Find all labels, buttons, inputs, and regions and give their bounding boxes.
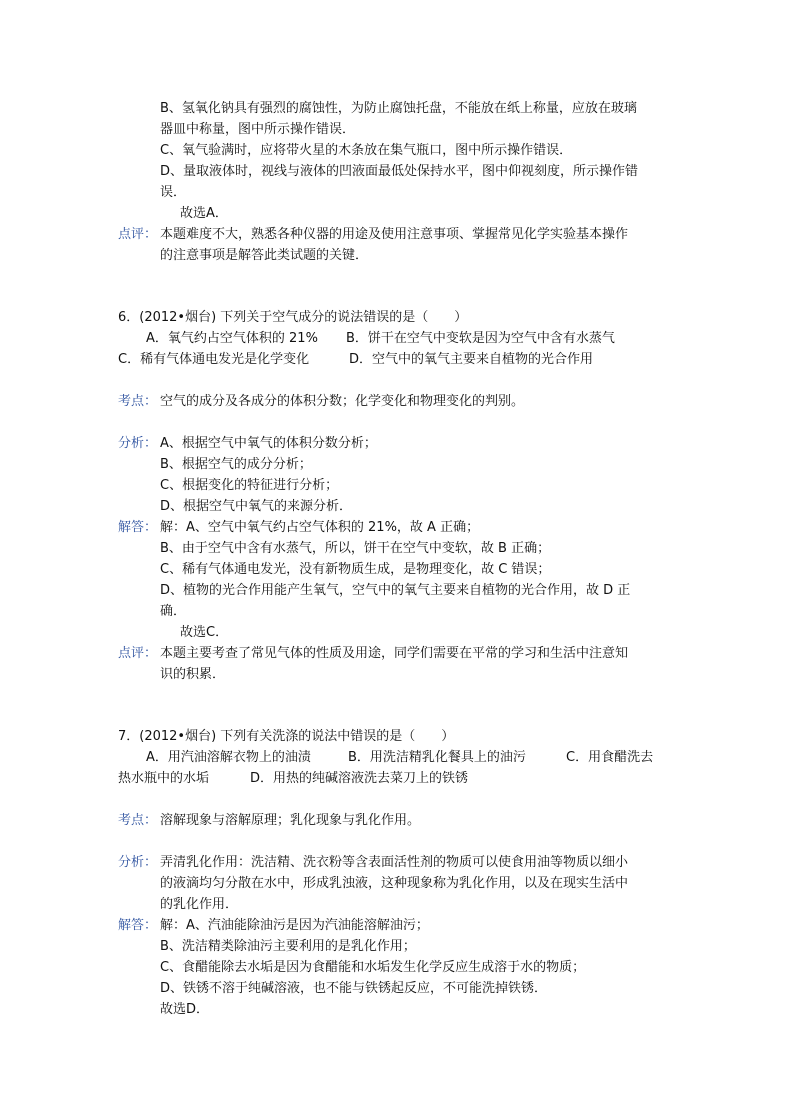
- question-6-title: 6．(2012•烟台) 下列关于空气成分的说法错误的是（ ）: [118, 310, 468, 325]
- prev-line: 器皿中称量，图中所示操作错误．: [160, 122, 356, 137]
- fenxi-line: A、根据空气中氧气的体积分数分析；: [160, 436, 377, 451]
- q7-option-c: C．用食醋洗去: [566, 750, 654, 765]
- comment-line: 本题难度不大，熟悉各种仪器的用途及使用注意事项、掌握常见化学实验基本操作: [160, 227, 629, 242]
- dianping-label: 点评：: [118, 646, 158, 661]
- question-7-title: 7．(2012•烟台) 下列有关洗涤的说法中错误的是（ ）: [118, 729, 455, 744]
- jieda-line: C、稀有气体通电发光，没有新物质生成，是物理变化，故 C 错误；: [160, 562, 551, 577]
- jieda-label: 解答：: [118, 918, 158, 933]
- fenxi-line: 弄清乳化作用：洗洁精、洗衣粉等含表面活性剂的物质可以使食用油等物质以细小: [160, 855, 629, 870]
- jieda-label: 解答：: [118, 520, 158, 535]
- dianping-line: 本题主要考查了常见气体的性质及用途，同学们需要在平常的学习和生活中注意知: [160, 646, 629, 661]
- dianping-line: 识的积累．: [160, 667, 226, 682]
- jieda-line: B、由于空气中含有水蒸气，所以，饼干在空气中变软，故 B 正确；: [160, 541, 551, 556]
- kaodian-text: 溶解现象与溶解原理；乳化现象与乳化作用。: [160, 813, 421, 828]
- q6-answer: 故选C．: [180, 625, 229, 640]
- jieda-line: D、铁锈不溶于纯碱溶液，也不能与铁锈起反应，不可能洗掉铁锈．: [160, 981, 548, 996]
- fenxi-line: 的液滴均匀分散在水中，形成乳浊液，这种现象称为乳化作用，以及在现实生活中: [160, 876, 629, 891]
- jieda-line: 解：A、汽油能除油污是因为汽油能溶解油污；: [160, 918, 429, 933]
- fenxi-label: 分析：: [118, 436, 158, 451]
- fenxi-line: B、根据空气的成分分析；: [160, 457, 312, 472]
- q6-option-b: B．饼干在空气中变软是因为空气中含有水蒸气: [346, 331, 615, 346]
- q7-option-c-cont: 热水瓶中的水垢: [118, 771, 210, 786]
- jieda-line: D、植物的光合作用能产生氧气，空气中的氧气主要来自植物的光合作用，故 D 正: [160, 583, 631, 598]
- jieda-line: C、食醋能除去水垢是因为食醋能和水垢发生化学反应生成溶于水的物质；: [160, 960, 586, 975]
- q6-option-a: A．氧气约占空气体积的 21%: [146, 331, 318, 346]
- prev-line: C、氧气验满时，应将带火星的木条放在集气瓶口，图中所示操作错误．: [160, 143, 573, 158]
- q7-answer: 故选D．: [160, 1002, 210, 1017]
- kaodian-label: 考点：: [118, 394, 158, 409]
- fenxi-line: 的乳化作用．: [160, 897, 239, 912]
- prev-answer: 故选A．: [180, 206, 228, 221]
- kaodian-text: 空气的成分及各成分的体积分数；化学变化和物理变化的判别。: [160, 394, 525, 409]
- kaodian-label: 考点：: [118, 813, 158, 828]
- q6-option-d: D．空气中的氧气主要来自植物的光合作用: [349, 352, 594, 367]
- jieda-line: 解：A、空气中氧气约占空气体积的 21%，故 A 正确；: [160, 520, 480, 535]
- q7-option-a: A．用汽油溶解衣物上的油渍: [146, 750, 311, 765]
- prev-line: 误．: [160, 185, 187, 200]
- fenxi-label: 分析：: [118, 855, 158, 870]
- comment-label: 点评：: [118, 227, 158, 242]
- q6-option-c: C．稀有气体通电发光是化学变化: [118, 352, 310, 367]
- prev-line: B、氢氧化钠具有强烈的腐蚀性，为防止腐蚀托盘，不能放在纸上称量，应放在玻璃: [160, 101, 637, 116]
- q7-option-b: B．用洗洁精乳化餐具上的油污: [348, 750, 526, 765]
- fenxi-line: D、根据空气中氧气的来源分析．: [160, 499, 353, 514]
- q7-option-d: D．用热的纯碱溶液洗去菜刀上的铁锈: [250, 771, 469, 786]
- jieda-line: 确．: [160, 604, 187, 619]
- comment-line: 的注意事项是解答此类试题的关键．: [160, 248, 369, 263]
- jieda-line: B、洗洁精类除油污主要利用的是乳化作用；: [160, 939, 416, 954]
- prev-line: D、量取液体时，视线与液体的凹液面最低处保持水平，图中仰视刻度，所示操作错: [160, 164, 639, 179]
- fenxi-line: C、根据变化的特征进行分析；: [160, 478, 339, 493]
